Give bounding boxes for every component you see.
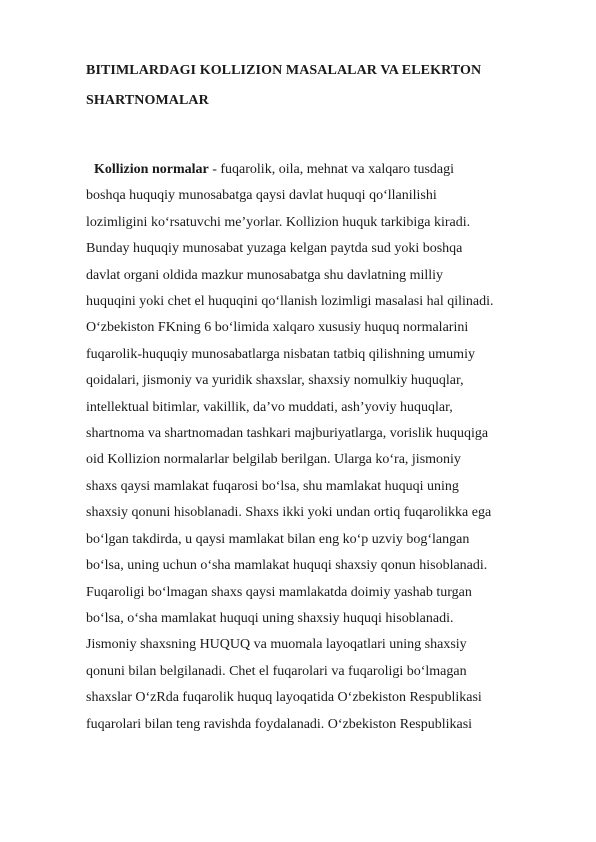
paragraph-line [86,157,566,183]
paragraph-line: shartnoma va shartnomadan tashkari majburiyatlarga, vorislik huquqiga [86,426,489,442]
paragraph-line: shaxsiy qonuni hisoblanadi. Shaxs ikki yoki undan ortiq fuqarolikka ega [86,505,492,521]
paragraph-line: bo‘lsa, uning uchun o‘sha mamlakat huquqi shaxsiy qonun hisoblanadi. [86,558,488,574]
paragraph-line: intellektual bitimlar, vakillik, da’vo muddati, ash’yoviy huquqlar, [86,399,453,415]
paragraph-line: lozimligini ko‘rsatuvchi me’yorlar. Kollizion huquk tarkibiga kiradi. [86,214,471,230]
paragraph-line: oid Kollizion normalarlar belgilab berilgan. Ularga ko‘ra, jismoniy [86,452,461,468]
paragraph-line: Fuqaroligi bo‘lmagan shaxs qaysi mamlakatda doimiy yashab turgan [86,584,472,600]
paragraph-line: boshqa huquqiy munosabatga qaysi davlat huquqi qo‘llanilishi [86,188,437,204]
paragraph-line: shaxslar O‘zRda fuqarolik huquq layoqatida O‘zbekiston Respublikasi [86,690,482,706]
paragraph-line: Jismoniy shaxsning HUQUQ va muomala layoqatlari uning shaxsiy [86,637,467,653]
paragraph-line: huquqini yoki chet el huquqini qo‘llanish lozimligi masalasi hal qilinadi. [86,294,494,310]
paragraph-line: fuqarolik-huquqiy munosabatlarga nisbatan tatbiq qilishning umumiy [86,346,475,362]
paragraph-line: qonuni bilan belgilanadi. Chet el fuqarolari va fuqaroligi bo‘lmagan [86,663,467,679]
paragraph-line: qoidalari, jismoniy va yuridik shaxslar, shaxsiy nomulkiy huquqlar, [86,373,464,389]
paragraph-line: bo‘lgan takdirda, u qaysi mamlakat bilan eng ko‘p uzviy bog‘langan [86,531,470,547]
paragraph-line: fuqarolari bilan teng ravishda foydalanadi. O‘zbekiston Respublikasi [86,716,473,732]
paragraph-line: bo‘lsa, o‘sha mamlakat huquqi uning shaxsiy huquqi hisoblanadi. [86,610,454,626]
defined-term: Kollizion normalar [94,162,209,177]
paragraph-line: O‘zbekiston FKning 6 bo‘limida xalqaro xususiy huquq normalarini [86,320,469,336]
title-line: SHARTNOMALAR [86,93,209,108]
document-title [86,56,526,116]
paragraph-line-text: - fuqarolik, oila, mehnat va xalqaro tusdagi [208,162,455,177]
paragraph-line: Bunday huquqiy munosabat yuzaga kelgan paytda sud yoki boshqa [86,241,463,257]
title-line: BITIMLARDAGI KOLLIZION MASALALAR VA ELEKRTON [86,63,482,78]
body-paragraph [86,157,566,738]
paragraph-line: shaxs qaysi mamlakat fuqarosi bo‘lsa, shu mamlakat huquqi uning [86,478,459,494]
paragraph-line: davlat organi oldida mazkur munosabatga shu davlatning milliy [86,267,444,283]
